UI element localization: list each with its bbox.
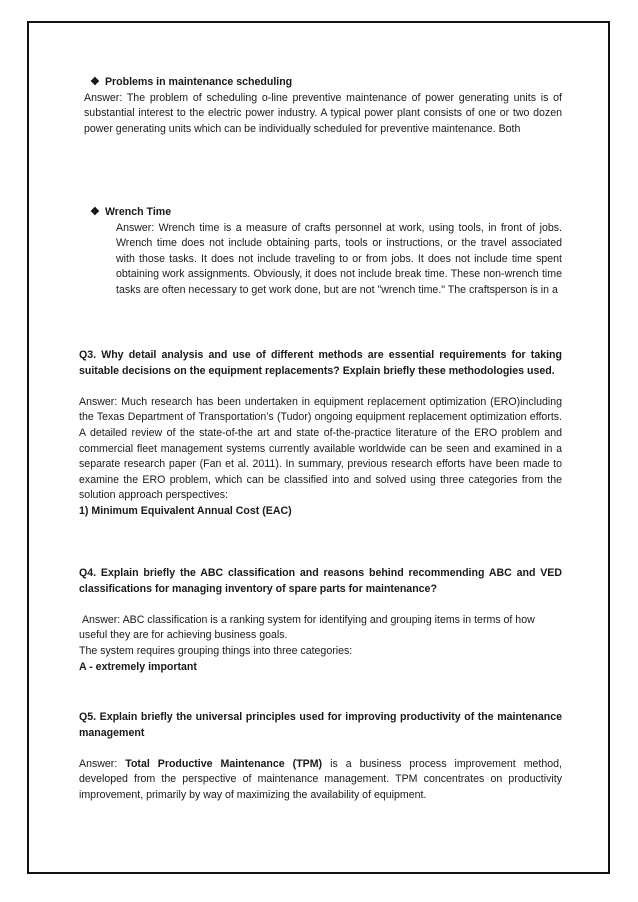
answer-text: Answer: Much research has been undertaken in equipment replacement optimization (ERO)including the Texas Department of Transportation’s (Tudor) ongoing equipment replacement optimization efforts. A detailed review of the state-of-the art and state of-the-practice literature of the ERO problem and commercial fleet management systems currently available worldwide can be seen and examined in a separate research paper (Fan et al. 2011). In summary, previous research efforts have been made to examine the ERO problem, which can be classified into and solved using three categories from the solution approach perspectives: xyxy=(79,395,562,502)
question-text: Q4. Explain briefly the ABC classification and reasons behind recommending ABC and VED classifications for managing inventory of spare parts for maintenance? xyxy=(79,567,562,595)
question-text: Q3. Why detail analysis and use of different methods are essential requirements for taking suitable decisions on the equipment replacements? Explain briefly these methodologies used. xyxy=(79,349,562,377)
section-maintenance-scheduling xyxy=(84,75,562,137)
answer-text: Answer: The problem of scheduling o-line preventive maintenance of power generating units is of substantial interest to the electric power industry. A typical power plant consists of one or two dozen power generating units which can be individually scheduled for preventive maintenance. Both xyxy=(84,91,562,135)
question-4-block xyxy=(79,566,562,675)
answer-text: Answer: Wrench time is a measure of crafts personnel at work, using tools, in front of jobs. Wrench time does not include obtaining parts, tools or instructions, or the travel associated with those tasks. It does not include traveling to or from jobs. It does not include time spent obtaining work assignments. Obviously, it does not include break time. These non-wrench time tasks are often necessary to get work done, but are not "wrench time." The craftsperson is in a xyxy=(116,221,562,296)
tpm-term: Total Productive Maintenance (TPM) xyxy=(125,757,323,770)
question-3-block xyxy=(79,348,562,520)
subheading: 1) Minimum Equivalent Annual Cost (EAC) xyxy=(79,504,292,517)
heading-text: Problems in maintenance scheduling xyxy=(104,76,293,88)
answer-rest: is a business process improvement method, developed from the perspective of maintenance management. TPM concentrates on productivity improvement, primarily by way of maximizing the availability of equipment. xyxy=(79,757,562,801)
category-a: A - extremely important xyxy=(79,660,197,673)
answer-text-line2: The system requires grouping things into three categories: xyxy=(79,644,353,657)
answer-prefix: Answer: xyxy=(79,757,126,770)
section-wrench-time xyxy=(90,205,562,299)
diamond-bullet-icon: ❖ xyxy=(90,206,100,218)
question-5-block xyxy=(79,710,562,804)
section-heading xyxy=(90,75,562,91)
answer-text: Answer: ABC classification is a ranking system for identifying and grouping items in terms of how useful they are for achieving business goals. xyxy=(79,613,538,642)
diamond-bullet-icon: ❖ xyxy=(90,76,100,88)
section-heading xyxy=(90,205,562,221)
answer-text xyxy=(79,757,562,804)
question-text: Q5. Explain briefly the universal principles used for improving productivity of the maintenance management xyxy=(79,711,562,739)
heading-text: Wrench Time xyxy=(104,206,172,218)
